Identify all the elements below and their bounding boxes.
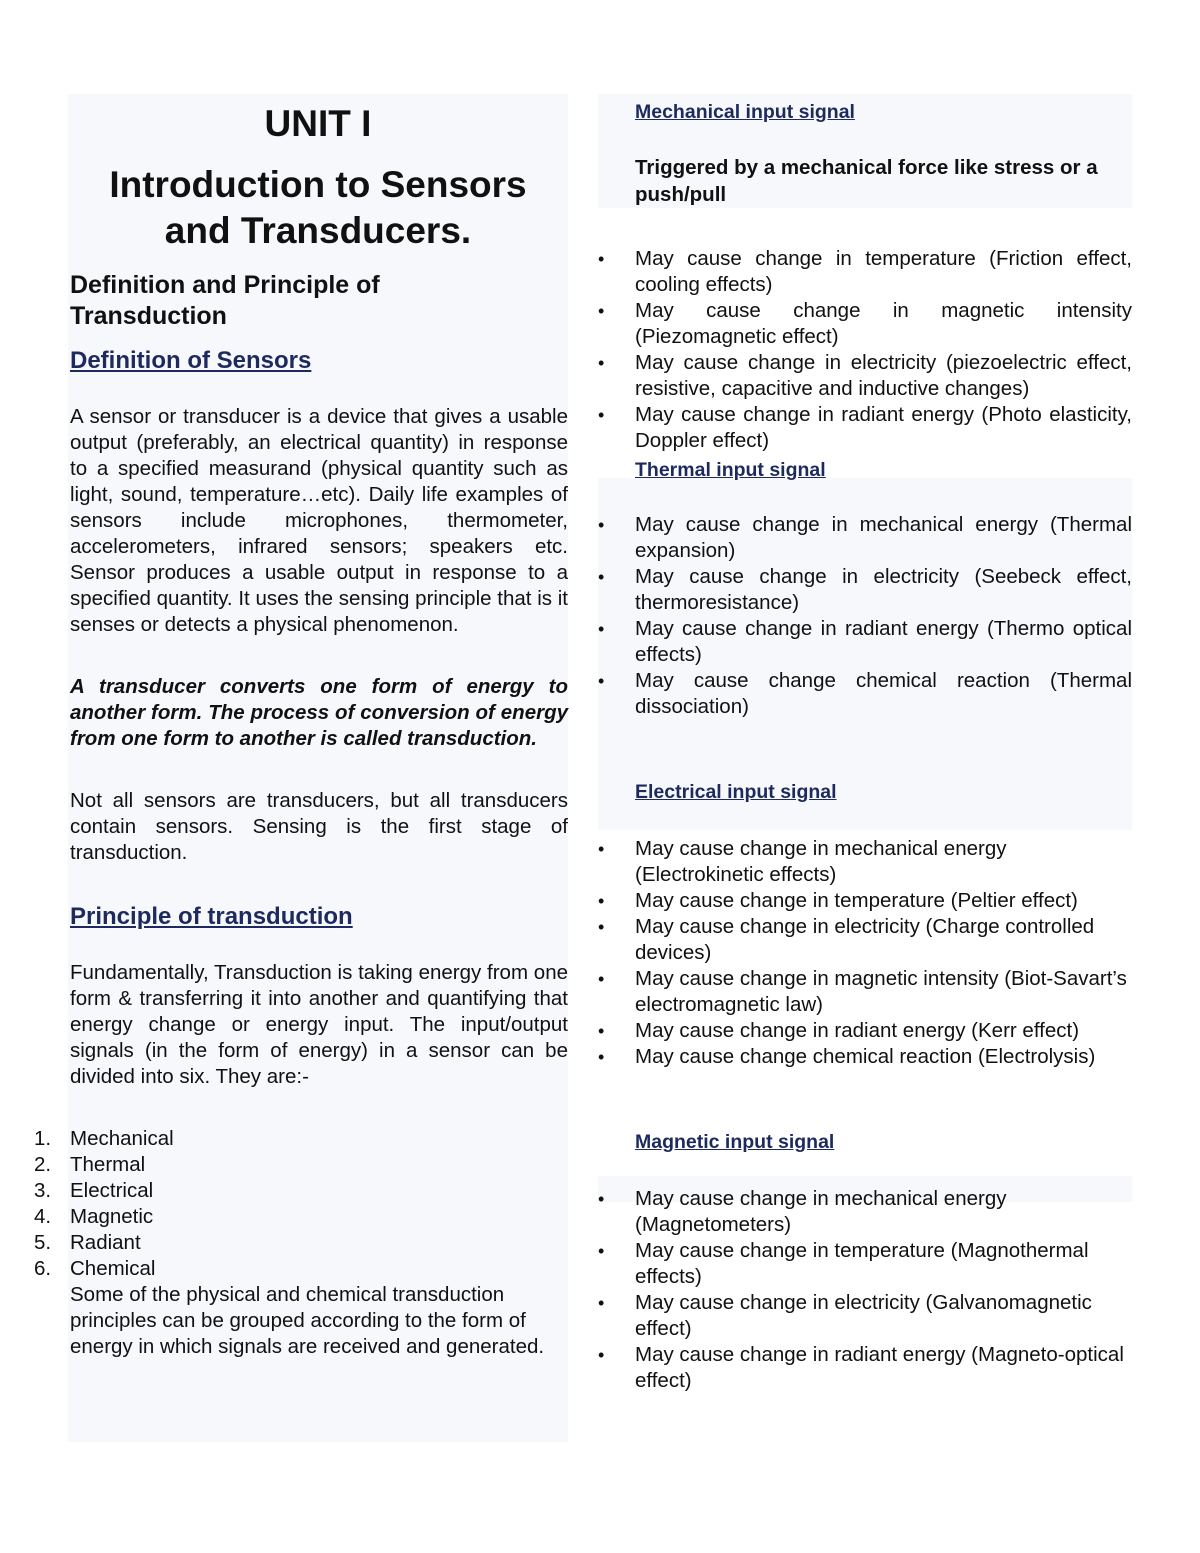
signal-type-label: Mechanical [70, 1127, 174, 1150]
list-number: 3. [34, 1179, 52, 1202]
main-title-line1: Introduction to Sensors [109, 164, 527, 205]
list-item-text: May cause change in radiant energy (Thermo optical effects) [635, 617, 1132, 666]
list-item-text: May cause change in radiant energy (Magneto-optical effect) [635, 1343, 1124, 1392]
thermal-effects-list [598, 512, 1132, 720]
signal-type-label: Radiant [70, 1231, 141, 1254]
mechanical-intro: Triggered by a mechanical force like stress or a push/pull [635, 156, 1098, 206]
list-item-text: May cause change in mechanical energy (Magnetometers) [635, 1187, 1007, 1236]
signal-type-item [34, 1204, 568, 1230]
list-item-text: May cause change in electricity (Charge controlled devices) [635, 915, 1095, 964]
bullet-icon: • [598, 839, 605, 859]
unit-title: UNIT I [264, 103, 372, 144]
list-item-text: May cause change in magnetic intensity (Piezomagnetic effect) [635, 299, 1132, 348]
left-column [34, 94, 568, 1360]
list-item [598, 1290, 1132, 1342]
list-item [598, 616, 1132, 668]
list-item-text: May cause change in electricity (piezoelectric effect, resistive, capacitive and inductive changes) [635, 351, 1132, 400]
list-item [598, 1342, 1132, 1394]
signal-type-item [34, 1178, 568, 1204]
bullet-icon: • [598, 619, 605, 639]
signal-types-list [34, 1126, 568, 1282]
bullet-icon: • [598, 567, 605, 587]
signal-type-item [34, 1230, 568, 1256]
list-number: 2. [34, 1153, 52, 1176]
bullet-icon: • [598, 353, 605, 373]
closing-paragraph: Some of the physical and chemical transduction principles can be grouped according to the form of energy in which signals are received and generated. [70, 1283, 545, 1358]
list-item-text: May cause change in mechanical energy (Electrokinetic effects) [635, 837, 1007, 886]
bullet-icon: • [598, 405, 605, 425]
list-item-text: May cause change chemical reaction (Thermal dissociation) [635, 669, 1132, 718]
signal-type-label: Electrical [70, 1179, 154, 1202]
list-item-text: May cause change in temperature (Magnothermal effects) [635, 1239, 1089, 1288]
bullet-icon: • [598, 891, 605, 911]
principle-of-transduction-heading: Principle of transduction [70, 903, 353, 930]
list-item-text: May cause change in radiant energy (Photo elasticity, Doppler effect) [635, 403, 1132, 452]
bullet-icon: • [598, 1021, 605, 1041]
signal-type-label: Magnetic [70, 1205, 154, 1228]
bullet-icon: • [598, 917, 605, 937]
list-item [598, 402, 1132, 454]
list-item-text: May cause change in radiant energy (Kerr effect) [635, 1019, 1080, 1042]
subhead-line1: Definition and Principle of [70, 271, 380, 299]
list-item [598, 512, 1132, 564]
list-item [598, 246, 1132, 298]
mechanical-effects-list [598, 246, 1132, 454]
list-item [598, 1238, 1132, 1290]
list-item [598, 966, 1132, 1018]
list-item [598, 1044, 1132, 1070]
mechanical-input-heading: Mechanical input signal [635, 101, 855, 123]
list-item [598, 668, 1132, 720]
electrical-effects-list [598, 836, 1132, 1070]
bullet-icon: • [598, 249, 605, 269]
bullet-icon: • [598, 671, 605, 691]
list-item [598, 888, 1132, 914]
list-number: 1. [34, 1127, 52, 1150]
bullet-icon: • [598, 1047, 605, 1067]
bullet-icon: • [598, 1293, 605, 1313]
list-item-text: May cause change in temperature (Friction effect, cooling effects) [635, 247, 1132, 296]
list-number: 5. [34, 1231, 52, 1254]
bullet-icon: • [598, 1241, 605, 1261]
subhead-line2: Transduction [70, 302, 227, 330]
principle-paragraph: Fundamentally, Transduction is taking energy from one form & transferring it into another and quantifying that energy change or energy input. The input/output signals (in the form of energy) in a sensor can be divided into six. They are:- [70, 961, 568, 1088]
magnetic-effects-list [598, 1186, 1132, 1394]
bullet-icon: • [598, 1345, 605, 1365]
definition-paragraph: A sensor or transducer is a device that gives a usable output (preferably, an electrical quantity) in response to a specified measurand (physical quantity such as light, sound, temperature…etc). Daily life examples of sensors include microphones, thermometer, accelerometers, infrared sensors; speakers etc. Sensor produces a usable output in response to a specified quantity. It uses the sensing principle that is it senses or detects a physical phenomenon. [70, 405, 568, 636]
list-item-text: May cause change in mechanical energy (Thermal expansion) [635, 513, 1132, 562]
signal-type-item [34, 1126, 568, 1152]
list-item [598, 1018, 1132, 1044]
electrical-input-heading: Electrical input signal [635, 781, 837, 803]
bullet-icon: • [598, 969, 605, 989]
bullet-icon: • [598, 1189, 605, 1209]
magnetic-input-heading: Magnetic input signal [635, 1131, 835, 1153]
list-item-text: May cause change in magnetic intensity (Biot-Savart’s electromagnetic law) [635, 967, 1127, 1016]
list-number: 4. [34, 1205, 52, 1228]
signal-type-item [34, 1152, 568, 1178]
definition-of-sensors-heading: Definition of Sensors [70, 347, 312, 374]
list-item [598, 350, 1132, 402]
list-item-text: May cause change in temperature (Peltier effect) [635, 889, 1078, 912]
not-all-sensors-paragraph: Not all sensors are transducers, but all transducers contain sensors. Sensing is the first stage of transduction. [70, 789, 568, 864]
list-item [598, 914, 1132, 966]
list-item [598, 1186, 1132, 1238]
list-number: 6. [34, 1257, 52, 1280]
list-item [598, 298, 1132, 350]
bullet-icon: • [598, 301, 605, 321]
bullet-icon: • [598, 515, 605, 535]
right-column [598, 100, 1132, 1394]
list-item-text: May cause change in electricity (Seebeck effect, thermoresistance) [635, 565, 1132, 614]
thermal-input-heading: Thermal input signal [635, 459, 826, 481]
list-item [598, 564, 1132, 616]
definition-principle-heading [70, 270, 568, 332]
list-item-text: May cause change in electricity (Galvanomagnetic effect) [635, 1291, 1092, 1340]
signal-type-label: Thermal [70, 1153, 146, 1176]
list-item [598, 836, 1132, 888]
main-title-line2: and Transducers. [164, 210, 472, 251]
signal-type-item [34, 1256, 568, 1282]
main-title [68, 162, 568, 254]
list-item-text: May cause change chemical reaction (Electrolysis) [635, 1045, 1096, 1068]
signal-type-label: Chemical [70, 1257, 156, 1280]
transducer-paragraph: A transducer converts one form of energy to another form. The process of conversion of energy from one form to another is called transduction. [70, 675, 568, 750]
